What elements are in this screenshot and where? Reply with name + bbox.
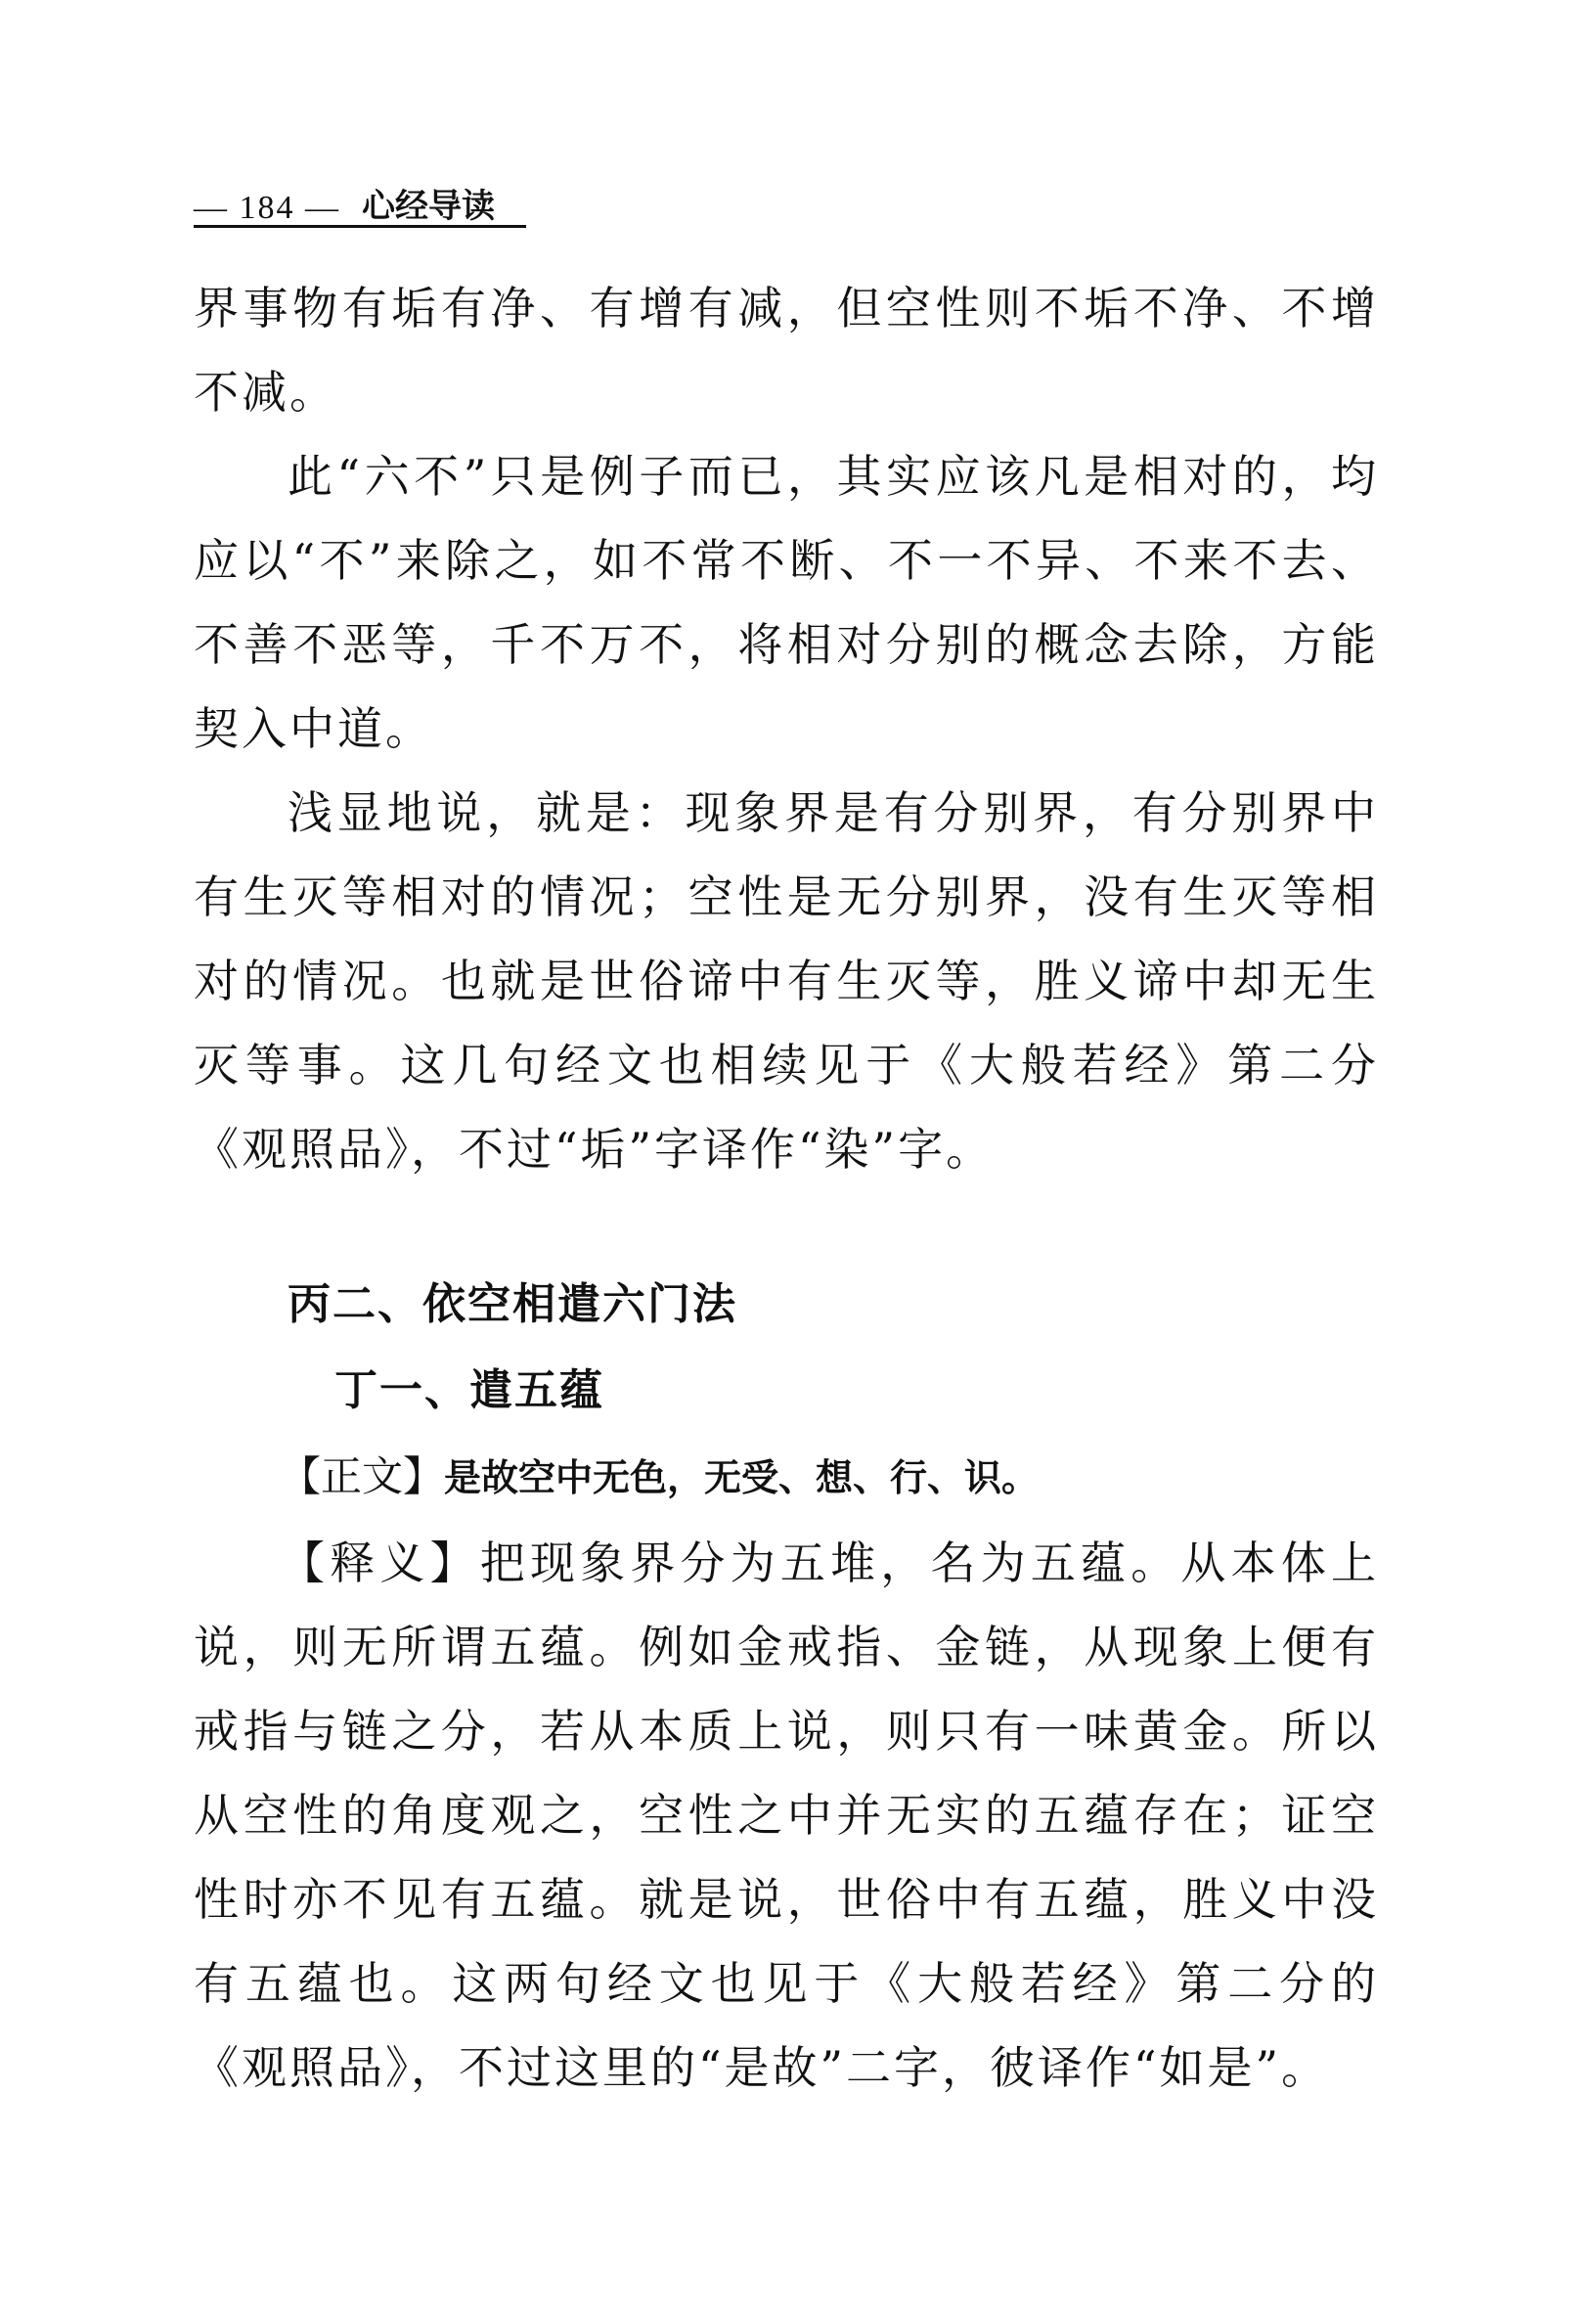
body-text <box>194 266 1379 2110</box>
explanation-paragraph <box>194 1521 1379 2110</box>
page-number: — 184 — <box>194 190 340 226</box>
verse-text: 是故空中无色，无受、想、行、识。 <box>444 1456 1040 1499</box>
running-head <box>194 178 495 227</box>
explanation-text: 把现象界分为五堆，名为五蕴。从本体上说，则无所谓五蕴。例如金戒指、金链，从现象上便有戒指与链之分，若从本质上说，则只有一味黄金。所以从空性的角度观之，空性之中并无实的五蕴存在；证空性时亦不见有五蕴。就是说，世俗中有五蕴，胜义中没有五蕴也。这两句经文也见于《大般若经》第二分的《观照品》，不过这里的“是故”二字，彼译作“如是”。 <box>194 1537 1380 2094</box>
paragraph-six-negations: 此“六不”只是例子而已，其实应该凡是相对的，均应以“不”来除之，如不常不断、不一不异、不来不去、不善不恶等，千不万不，将相对分别的概念去除，方能契入中道。 <box>194 450 1379 755</box>
section-heading: 丙二、依空相遣六门法 <box>288 1279 737 1329</box>
sutra-verse <box>194 1434 1379 1521</box>
header-rule <box>194 225 526 228</box>
book-title: 心经导读 <box>362 187 495 226</box>
verse-label: 【正文】 <box>280 1452 445 1500</box>
paragraph-plain-explanation: 浅显地说，就是：现象界是有分别界，有分别界中有生灭等相对的情况；空性是无分别界，没有生灭等相对的情况。也就是世俗谛中有生灭等，胜义谛中却无生灭等事。这几句经文也相续见于《大般若经》第二分《观照品》，不过“垢”字译作“染”字。 <box>194 786 1379 1176</box>
paragraph-continued: 界事物有垢有净、有增有减，但空性则不垢不净、不增不减。 <box>194 282 1379 419</box>
explanation-label: 【释义】 <box>280 1537 480 1589</box>
subsection-heading: 丁一、遣五蕴 <box>334 1365 604 1415</box>
section-spacer <box>194 1191 1379 1262</box>
